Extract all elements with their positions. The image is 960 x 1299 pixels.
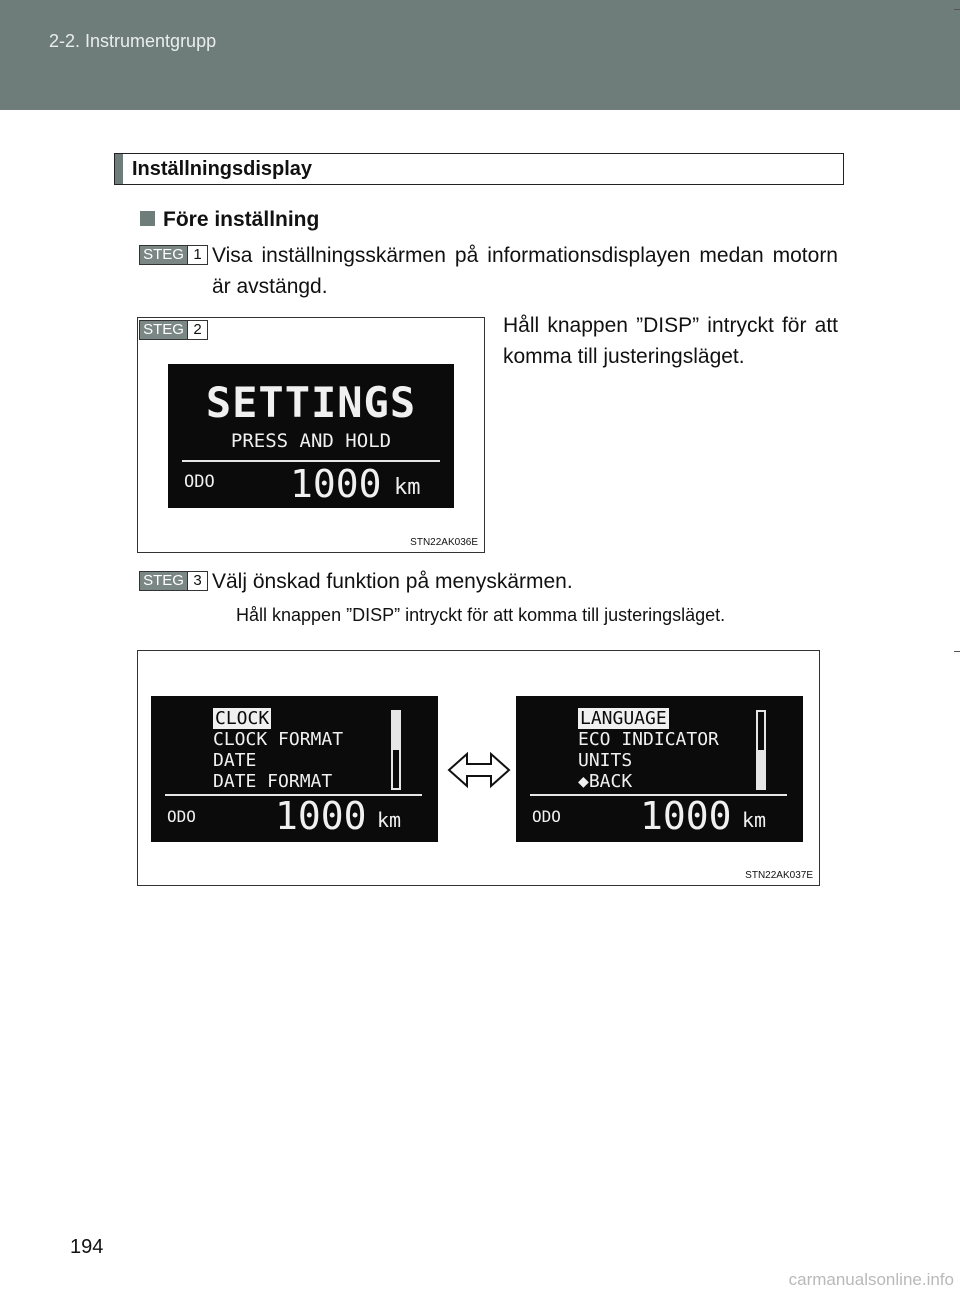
watermark: carmanualsonline.info (788, 1270, 954, 1289)
menu-item: DATE FORMAT (213, 771, 333, 792)
figure-code: STN22AK036E (410, 537, 478, 548)
menu-item: CLOCK FORMAT (213, 729, 344, 750)
lcd-subtitle: PRESS AND HOLD (230, 430, 392, 452)
chapter-title: 2-2. Instrumentgrupp (49, 31, 217, 51)
menu-list (578, 708, 719, 792)
header-bar (0, 0, 960, 110)
menu-item-selected: CLOCK (215, 708, 270, 729)
step-tag-2 (139, 320, 208, 340)
lcd-title: SETTINGS (205, 378, 417, 427)
subheading-text: Före inställning (163, 208, 320, 231)
menu-list (213, 708, 343, 792)
section-title-bar (115, 154, 123, 184)
menu-item: UNITS (578, 750, 633, 771)
figure-settings-screen (137, 317, 485, 553)
step-number: 1 (187, 246, 207, 264)
section-title-box (114, 153, 844, 185)
page-number: 194 (70, 1236, 104, 1258)
square-bullet-icon (140, 211, 155, 226)
step-label: STEG (140, 246, 187, 264)
odo-unit: km (742, 808, 767, 832)
step-tag-3 (139, 571, 208, 591)
lcd-menu-right (516, 696, 803, 842)
lcd-menu-left (151, 696, 438, 842)
crop-mark (954, 9, 960, 10)
odo-value: 1000 (275, 794, 367, 838)
crop-mark (954, 651, 960, 652)
lcd-settings-display (168, 364, 454, 508)
scrollbar (756, 710, 766, 790)
step-3-note: Håll knappen ”DISP” intryckt för att komma till justeringsläget. (236, 605, 726, 625)
menu-item: ◆BACK (578, 771, 633, 792)
odo-unit: km (377, 808, 402, 832)
step-label: STEG (140, 321, 187, 339)
odo-label: ODO (184, 472, 215, 492)
odo-value: 1000 (640, 794, 732, 838)
step-1-text: Visa inställningsskärmen på informationsdisplayen medan motorn är avstängd. (212, 244, 838, 298)
step-number: 2 (187, 321, 207, 339)
section-title: Inställningsdisplay (132, 158, 313, 180)
figure-code: STN22AK037E (745, 870, 813, 881)
odo-label: ODO (532, 807, 561, 826)
odo-unit: km (394, 475, 421, 500)
menu-item-selected: LANGUAGE (580, 708, 667, 729)
double-arrow-icon (447, 751, 511, 789)
scrollbar-thumb (758, 750, 764, 788)
odo-value: 1000 (290, 462, 382, 506)
step-number: 3 (187, 572, 207, 590)
scrollbar (391, 710, 401, 790)
step-2-text: Håll knappen ”DISP” intryckt för att komma till justeringsläget. (503, 314, 838, 368)
step-tag-1 (139, 245, 208, 265)
scrollbar-thumb (393, 712, 399, 750)
figure-menu-screens (137, 650, 820, 886)
menu-item: ECO INDICATOR (578, 729, 719, 750)
step-label: STEG (140, 572, 187, 590)
menu-item: DATE (213, 750, 257, 771)
subheading (140, 208, 319, 232)
step-3-text: Välj önskad funktion på menyskärmen. (212, 570, 573, 593)
odo-label: ODO (167, 807, 196, 826)
